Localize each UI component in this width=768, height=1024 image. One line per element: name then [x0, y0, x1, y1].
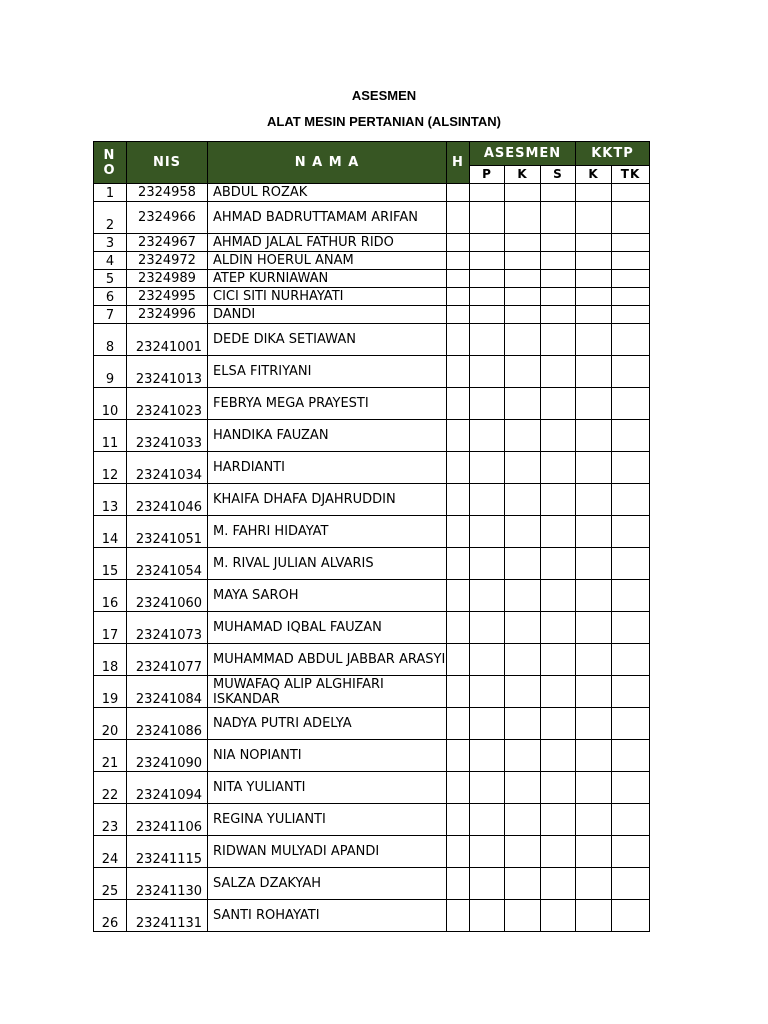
kktp-k-cell	[576, 484, 612, 516]
asesmen-s-cell	[541, 772, 576, 804]
asesmen-p-cell	[470, 270, 505, 288]
asesmen-k-cell	[505, 804, 541, 836]
asesmen-s-cell	[541, 184, 576, 202]
row-number: 6	[94, 288, 127, 306]
header-asesmen: ASESMEN	[470, 142, 576, 166]
asesmen-s-cell	[541, 580, 576, 612]
row-nis: 23241060	[127, 580, 208, 612]
row-number: 25	[94, 868, 127, 900]
h-cell	[447, 484, 470, 516]
row-nis: 2324966	[127, 202, 208, 234]
table-row	[94, 270, 650, 288]
asesmen-p-cell	[470, 676, 505, 708]
asesmen-p-cell	[470, 644, 505, 676]
h-cell	[447, 234, 470, 252]
row-number: 19	[94, 676, 127, 708]
table-body	[94, 184, 650, 932]
kktp-tk-cell	[612, 548, 650, 580]
header-s: S	[541, 166, 576, 184]
asesmen-p-cell	[470, 740, 505, 772]
kktp-tk-cell	[612, 740, 650, 772]
table-row	[94, 324, 650, 356]
row-number: 4	[94, 252, 127, 270]
asesmen-p-cell	[470, 356, 505, 388]
asesmen-p-cell	[470, 708, 505, 740]
kktp-k-cell	[576, 740, 612, 772]
row-nis: 2324995	[127, 288, 208, 306]
asesmen-k-cell	[505, 900, 541, 932]
asesmen-p-cell	[470, 804, 505, 836]
kktp-tk-cell	[612, 804, 650, 836]
asesmen-s-cell	[541, 288, 576, 306]
row-nis: 23241130	[127, 868, 208, 900]
asesmen-s-cell	[541, 252, 576, 270]
row-number: 26	[94, 900, 127, 932]
row-nis: 23241034	[127, 452, 208, 484]
table-row	[94, 740, 650, 772]
asesmen-s-cell	[541, 420, 576, 452]
row-nis: 23241023	[127, 388, 208, 420]
row-nis: 2324967	[127, 234, 208, 252]
h-cell	[447, 306, 470, 324]
document-title: ASESMEN	[351, 88, 417, 103]
kktp-tk-cell	[612, 324, 650, 356]
asesmen-p-cell	[470, 836, 505, 868]
kktp-k-cell	[576, 452, 612, 484]
asesmen-k-cell	[505, 740, 541, 772]
kktp-k-cell	[576, 708, 612, 740]
asesmen-p-cell	[470, 202, 505, 234]
kktp-tk-cell	[612, 868, 650, 900]
header-kktp-k: K	[576, 166, 612, 184]
row-number: 10	[94, 388, 127, 420]
kktp-k-cell	[576, 900, 612, 932]
h-cell	[447, 252, 470, 270]
table-row	[94, 184, 650, 202]
h-cell	[447, 324, 470, 356]
kktp-k-cell	[576, 324, 612, 356]
asesmen-s-cell	[541, 644, 576, 676]
kktp-k-cell	[576, 184, 612, 202]
asesmen-s-cell	[541, 676, 576, 708]
row-name: RIDWAN MULYADI APANDI	[208, 836, 447, 868]
row-number: 9	[94, 356, 127, 388]
asesmen-k-cell	[505, 452, 541, 484]
table-row	[94, 804, 650, 836]
asesmen-p-cell	[470, 288, 505, 306]
h-cell	[447, 516, 470, 548]
kktp-k-cell	[576, 306, 612, 324]
h-cell	[447, 644, 470, 676]
h-cell	[447, 356, 470, 388]
asesmen-k-cell	[505, 252, 541, 270]
h-cell	[447, 676, 470, 708]
row-name: ABDUL ROZAK	[208, 184, 447, 202]
kktp-tk-cell	[612, 836, 650, 868]
row-nis: 23241131	[127, 900, 208, 932]
row-nis: 23241115	[127, 836, 208, 868]
row-nis: 2324972	[127, 252, 208, 270]
table-row	[94, 288, 650, 306]
kktp-tk-cell	[612, 252, 650, 270]
asesmen-s-cell	[541, 270, 576, 288]
asesmen-k-cell	[505, 516, 541, 548]
kktp-k-cell	[576, 676, 612, 708]
row-number: 13	[94, 484, 127, 516]
kktp-tk-cell	[612, 420, 650, 452]
asesmen-k-cell	[505, 644, 541, 676]
asesmen-p-cell	[470, 420, 505, 452]
kktp-k-cell	[576, 356, 612, 388]
asesmen-p-cell	[470, 252, 505, 270]
header-kktp: KKTP	[576, 142, 650, 166]
asesmen-s-cell	[541, 868, 576, 900]
row-number: 7	[94, 306, 127, 324]
row-name: HANDIKA FAUZAN	[208, 420, 447, 452]
kktp-k-cell	[576, 644, 612, 676]
kktp-k-cell	[576, 288, 612, 306]
table-row	[94, 484, 650, 516]
row-name: MUHAMMAD ABDUL JABBAR ARASYI	[208, 644, 447, 676]
row-nis: 23241001	[127, 324, 208, 356]
asesmen-k-cell	[505, 184, 541, 202]
header-nis: NIS	[127, 142, 208, 184]
asesmen-k-cell	[505, 868, 541, 900]
row-name: SALZA DZAKYAH	[208, 868, 447, 900]
h-cell	[447, 452, 470, 484]
row-nis: 23241086	[127, 708, 208, 740]
kktp-k-cell	[576, 202, 612, 234]
kktp-tk-cell	[612, 306, 650, 324]
row-name: AHMAD BADRUTTAMAM ARIFAN	[208, 202, 447, 234]
row-name: DANDI	[208, 306, 447, 324]
kktp-tk-cell	[612, 612, 650, 644]
h-cell	[447, 804, 470, 836]
kktp-k-cell	[576, 252, 612, 270]
h-cell	[447, 388, 470, 420]
table-row	[94, 836, 650, 868]
row-nis: 2324989	[127, 270, 208, 288]
table-row	[94, 900, 650, 932]
kktp-k-cell	[576, 836, 612, 868]
asesmen-k-cell	[505, 288, 541, 306]
table-row	[94, 580, 650, 612]
table-row	[94, 516, 650, 548]
table-row	[94, 708, 650, 740]
document-subtitle: ALAT MESIN PERTANIAN (ALSINTAN)	[267, 114, 501, 129]
asesmen-p-cell	[470, 324, 505, 356]
h-cell	[447, 868, 470, 900]
row-number: 24	[94, 836, 127, 868]
h-cell	[447, 612, 470, 644]
kktp-tk-cell	[612, 644, 650, 676]
header-h: H	[447, 142, 470, 184]
table-row	[94, 548, 650, 580]
kktp-tk-cell	[612, 772, 650, 804]
row-name: MUWAFAQ ALIP ALGHIFARI ISKANDAR	[208, 676, 447, 708]
asesmen-p-cell	[470, 388, 505, 420]
kktp-k-cell	[576, 420, 612, 452]
row-number: 15	[94, 548, 127, 580]
asesmen-k-cell	[505, 676, 541, 708]
h-cell	[447, 420, 470, 452]
asesmen-k-cell	[505, 612, 541, 644]
row-nis: 23241051	[127, 516, 208, 548]
table-row	[94, 868, 650, 900]
h-cell	[447, 202, 470, 234]
row-name: ALDIN HOERUL ANAM	[208, 252, 447, 270]
kktp-tk-cell	[612, 708, 650, 740]
table-row	[94, 388, 650, 420]
row-number: 20	[94, 708, 127, 740]
asesmen-p-cell	[470, 484, 505, 516]
kktp-tk-cell	[612, 234, 650, 252]
h-cell	[447, 288, 470, 306]
row-number: 22	[94, 772, 127, 804]
h-cell	[447, 900, 470, 932]
row-nis: 23241046	[127, 484, 208, 516]
asesmen-s-cell	[541, 324, 576, 356]
asesmen-s-cell	[541, 612, 576, 644]
header-nama: N A M A	[208, 142, 447, 184]
asesmen-s-cell	[541, 900, 576, 932]
asesmen-p-cell	[470, 234, 505, 252]
table-row	[94, 420, 650, 452]
row-name: FEBRYA MEGA PRAYESTI	[208, 388, 447, 420]
kktp-tk-cell	[612, 900, 650, 932]
header-k: K	[505, 166, 541, 184]
asesmen-k-cell	[505, 708, 541, 740]
table-row	[94, 202, 650, 234]
kktp-tk-cell	[612, 202, 650, 234]
asesmen-p-cell	[470, 306, 505, 324]
row-number: 14	[94, 516, 127, 548]
row-number: 2	[94, 202, 127, 234]
header-p: P	[470, 166, 505, 184]
asesmen-p-cell	[470, 612, 505, 644]
h-cell	[447, 548, 470, 580]
asesmen-k-cell	[505, 324, 541, 356]
kktp-k-cell	[576, 234, 612, 252]
asesmen-k-cell	[505, 836, 541, 868]
asesmen-s-cell	[541, 516, 576, 548]
row-name: ATEP KURNIAWAN	[208, 270, 447, 288]
asesmen-s-cell	[541, 202, 576, 234]
asesmen-s-cell	[541, 356, 576, 388]
asesmen-s-cell	[541, 452, 576, 484]
kktp-tk-cell	[612, 356, 650, 388]
row-number: 8	[94, 324, 127, 356]
h-cell	[447, 740, 470, 772]
row-name: ELSA FITRIYANI	[208, 356, 447, 388]
row-nis: 23241106	[127, 804, 208, 836]
table-row	[94, 306, 650, 324]
row-name: NITA YULIANTI	[208, 772, 447, 804]
asesmen-s-cell	[541, 548, 576, 580]
asesmen-k-cell	[505, 202, 541, 234]
asesmen-s-cell	[541, 484, 576, 516]
row-name: SANTI ROHAYATI	[208, 900, 447, 932]
asesmen-p-cell	[470, 868, 505, 900]
table-row	[94, 234, 650, 252]
asesmen-k-cell	[505, 356, 541, 388]
row-nis: 23241054	[127, 548, 208, 580]
table-row	[94, 612, 650, 644]
h-cell	[447, 708, 470, 740]
row-nis: 2324958	[127, 184, 208, 202]
header-no: N O	[94, 142, 127, 184]
row-name: DEDE DIKA SETIAWAN	[208, 324, 447, 356]
row-number: 17	[94, 612, 127, 644]
h-cell	[447, 580, 470, 612]
asesmen-k-cell	[505, 484, 541, 516]
row-name: NIA NOPIANTI	[208, 740, 447, 772]
kktp-k-cell	[576, 868, 612, 900]
h-cell	[447, 270, 470, 288]
kktp-tk-cell	[612, 270, 650, 288]
row-number: 1	[94, 184, 127, 202]
row-number: 21	[94, 740, 127, 772]
row-name: CICI SITI NURHAYATI	[208, 288, 447, 306]
h-cell	[447, 836, 470, 868]
row-nis: 23241033	[127, 420, 208, 452]
asesmen-s-cell	[541, 836, 576, 868]
kktp-tk-cell	[612, 288, 650, 306]
asesmen-p-cell	[470, 772, 505, 804]
row-name: M. RIVAL JULIAN ALVARIS	[208, 548, 447, 580]
row-number: 12	[94, 452, 127, 484]
row-number: 23	[94, 804, 127, 836]
row-name: NADYA PUTRI ADELYA	[208, 708, 447, 740]
row-name: KHAIFA DHAFA DJAHRUDDIN	[208, 484, 447, 516]
row-number: 5	[94, 270, 127, 288]
row-name: AHMAD JALAL FATHUR RIDO	[208, 234, 447, 252]
table-row	[94, 772, 650, 804]
kktp-tk-cell	[612, 516, 650, 548]
asesmen-p-cell	[470, 184, 505, 202]
row-nis: 2324996	[127, 306, 208, 324]
kktp-k-cell	[576, 388, 612, 420]
row-name: REGINA YULIANTI	[208, 804, 447, 836]
asesmen-s-cell	[541, 388, 576, 420]
asesmen-p-cell	[470, 548, 505, 580]
header-kktp-tk: TK	[612, 166, 650, 184]
row-name: MUHAMAD IQBAL FAUZAN	[208, 612, 447, 644]
row-number: 3	[94, 234, 127, 252]
kktp-tk-cell	[612, 580, 650, 612]
asesmen-k-cell	[505, 548, 541, 580]
asesmen-p-cell	[470, 900, 505, 932]
row-name: MAYA SAROH	[208, 580, 447, 612]
asesmen-k-cell	[505, 772, 541, 804]
table-row	[94, 356, 650, 388]
asesmen-s-cell	[541, 234, 576, 252]
asesmen-k-cell	[505, 306, 541, 324]
row-number: 16	[94, 580, 127, 612]
asesmen-k-cell	[505, 388, 541, 420]
asesmen-s-cell	[541, 306, 576, 324]
row-nis: 23241090	[127, 740, 208, 772]
kktp-k-cell	[576, 516, 612, 548]
table-row	[94, 452, 650, 484]
row-number: 11	[94, 420, 127, 452]
row-nis: 23241013	[127, 356, 208, 388]
h-cell	[447, 184, 470, 202]
h-cell	[447, 772, 470, 804]
table-row	[94, 252, 650, 270]
kktp-k-cell	[576, 580, 612, 612]
asesmen-s-cell	[541, 740, 576, 772]
asesmen-k-cell	[505, 234, 541, 252]
asesmen-k-cell	[505, 580, 541, 612]
kktp-k-cell	[576, 270, 612, 288]
kktp-k-cell	[576, 772, 612, 804]
kktp-tk-cell	[612, 388, 650, 420]
kktp-tk-cell	[612, 452, 650, 484]
asesmen-p-cell	[470, 580, 505, 612]
table-row	[94, 676, 650, 708]
asesmen-s-cell	[541, 804, 576, 836]
asesmen-k-cell	[505, 420, 541, 452]
row-nis: 23241084	[127, 676, 208, 708]
student-assessment-table	[93, 141, 650, 932]
kktp-tk-cell	[612, 484, 650, 516]
kktp-tk-cell	[612, 184, 650, 202]
row-name: HARDIANTI	[208, 452, 447, 484]
asesmen-k-cell	[505, 270, 541, 288]
kktp-tk-cell	[612, 676, 650, 708]
kktp-k-cell	[576, 612, 612, 644]
row-name: M. FAHRI HIDAYAT	[208, 516, 447, 548]
table-row	[94, 644, 650, 676]
kktp-k-cell	[576, 548, 612, 580]
row-nis: 23241077	[127, 644, 208, 676]
row-nis: 23241094	[127, 772, 208, 804]
asesmen-p-cell	[470, 516, 505, 548]
kktp-k-cell	[576, 804, 612, 836]
asesmen-s-cell	[541, 708, 576, 740]
asesmen-p-cell	[470, 452, 505, 484]
row-number: 18	[94, 644, 127, 676]
row-nis: 23241073	[127, 612, 208, 644]
